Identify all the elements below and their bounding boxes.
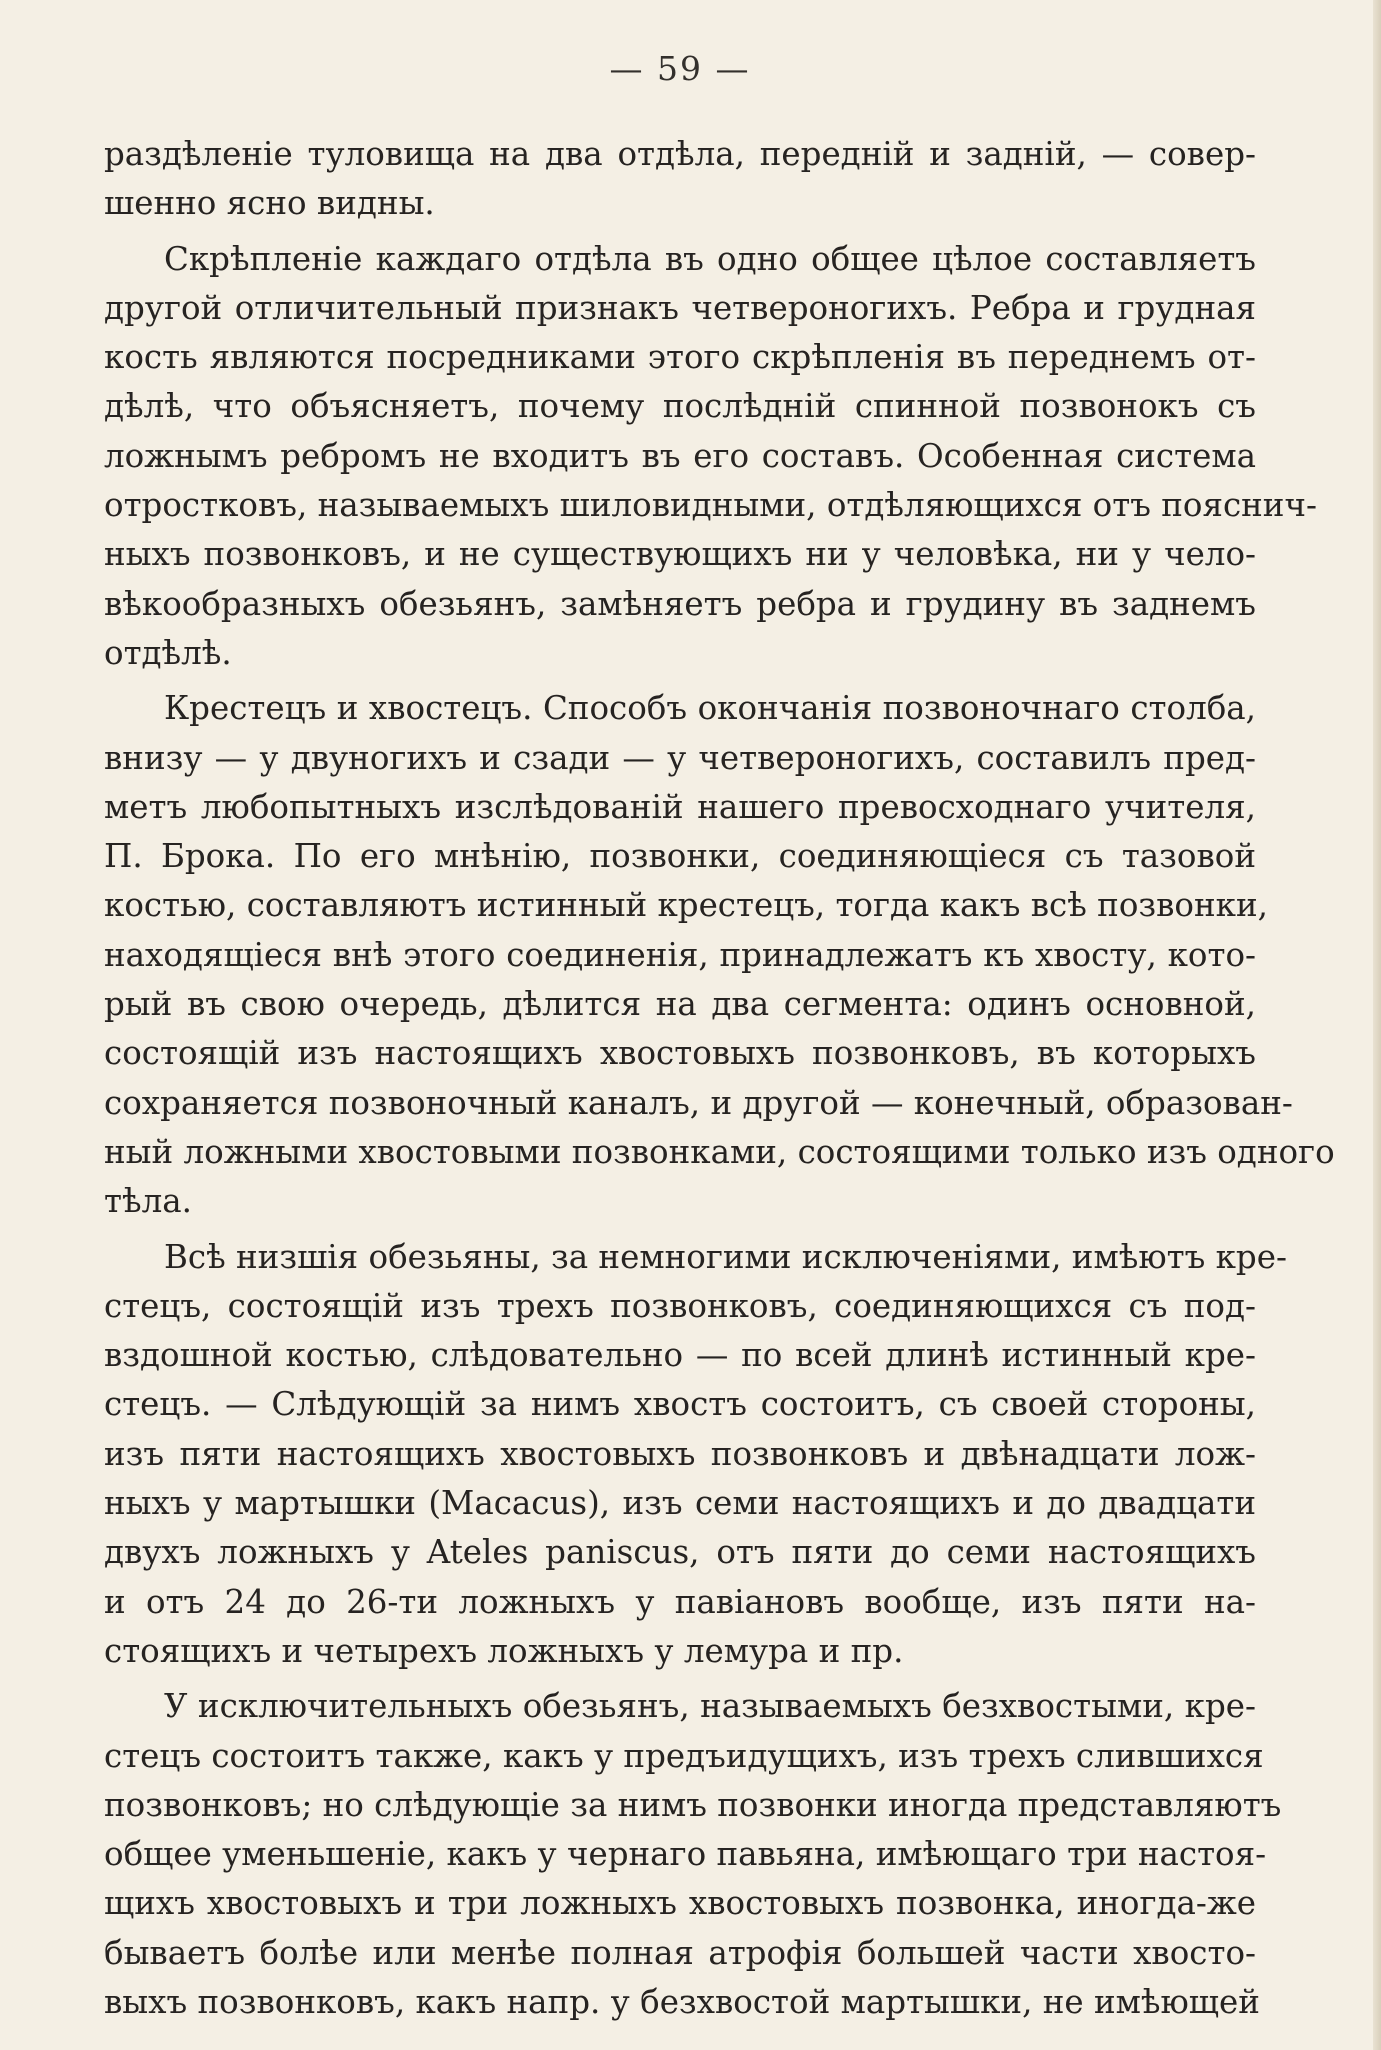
page-edge bbox=[1373, 0, 1381, 2050]
text-line: костью, составляютъ истинный крестецъ, тогда какъ всѣ позвонки, bbox=[104, 886, 1268, 925]
text-line: ный ложными хвостовыми позвонками, состоящими только изъ одного bbox=[104, 1132, 1335, 1171]
text-line: отдѣлѣ. bbox=[104, 633, 232, 672]
text-line: состоящій изъ настоящихъ хвостовыхъ позвонковъ, въ которыхъ bbox=[104, 1034, 1256, 1073]
text-line: Крестецъ и хвостецъ. Способъ окончанія позвоночнаго столба, bbox=[164, 689, 1256, 728]
paragraph bbox=[104, 235, 1317, 679]
text-line: вѣкообразныхъ обезьянъ, замѣняетъ ребра и грудину въ заднемъ bbox=[104, 584, 1256, 623]
text-line: раздѣленіе туловища на два отдѣла, передній и задній, — совер- bbox=[104, 135, 1256, 173]
paragraph bbox=[104, 1682, 1282, 2027]
text-line: другой отличительный признакъ четвероногихъ. Ребра и грудная bbox=[104, 288, 1256, 327]
text-line: стоящихъ и четырехъ ложныхъ у лемура и пр. bbox=[104, 1631, 904, 1670]
text-line: и отъ 24 до 26-ти ложныхъ у павіановъ вообще, изъ пяти на- bbox=[104, 1582, 1256, 1621]
text-line: двухъ ложныхъ у Ateles paniscus, отъ пяти до семи настоящихъ bbox=[104, 1533, 1256, 1572]
text-line: отростковъ, называемыхъ шиловидными, отдѣляющихся отъ пояснич- bbox=[104, 486, 1317, 525]
text-line: стецъ, состоящій изъ трехъ позвонковъ, соединяющихся съ под- bbox=[104, 1286, 1256, 1325]
text-line: позвонковъ; но слѣдующіе за нимъ позвонки иногда представляютъ bbox=[104, 1785, 1282, 1824]
text-line: внизу — у двуногихъ и сзади — у четвероногихъ, составилъ пред- bbox=[104, 738, 1256, 777]
paragraph bbox=[104, 1233, 1287, 1677]
text-line: П. Брока. По его мнѣнію, позвонки, соединяющіеся съ тазовой bbox=[104, 837, 1256, 876]
paragraph bbox=[104, 684, 1335, 1226]
text-line: Скрѣпленіе каждаго отдѣла въ одно общее цѣлое составляетъ bbox=[164, 239, 1256, 278]
text-line: Всѣ низшія обезьяны, за немногими исключеніями, имѣютъ кре- bbox=[164, 1237, 1287, 1276]
text-line: тѣла. bbox=[104, 1182, 192, 1221]
text-line: метъ любопытныхъ изслѣдованій нашего превосходнаго учителя, bbox=[104, 787, 1256, 826]
text-line: щихъ хвостовыхъ и три ложныхъ хвостовыхъ позвонка, иногда-же bbox=[104, 1884, 1256, 1923]
text-line: ныхъ у мартышки (Macacus), изъ семи настоящихъ и до двадцати bbox=[104, 1484, 1256, 1523]
text-line: сохраняется позвоночный каналъ, и другой — конечный, образован- bbox=[104, 1083, 1293, 1122]
text-line: стецъ состоитъ также, какъ у предъидущихъ, изъ трехъ слившихся bbox=[104, 1736, 1264, 1775]
page-number: — 59 — bbox=[609, 49, 751, 88]
text-line: ложнымъ ребромъ не входитъ въ его составъ. Особенная система bbox=[104, 436, 1256, 475]
text-line: выхъ позвонковъ, какъ напр. у безхвостой мартышки, не имѣющей bbox=[104, 1982, 1260, 2021]
text-line: вздошной костью, слѣдовательно — по всей длинѣ истинный кре- bbox=[104, 1336, 1256, 1375]
text-line: У исключительныхъ обезьянъ, называемыхъ безхвостыми, кре- bbox=[164, 1687, 1256, 1726]
text-line: бываетъ болѣе или менѣе полная атрофія большей части хвосто- bbox=[104, 1933, 1256, 1972]
text-line: рый въ свою очередь, дѣлится на два сегмента: одинъ основной, bbox=[104, 985, 1256, 1024]
text-line: стецъ. — Слѣдующій за нимъ хвостъ состоитъ, съ своей стороны, bbox=[104, 1385, 1256, 1424]
text-block bbox=[104, 44, 1335, 2027]
text-line: дѣлѣ, что объясняетъ, почему послѣдній спинной позвонокъ съ bbox=[104, 387, 1256, 426]
text-line: изъ пяти настоящихъ хвостовыхъ позвонковъ и двѣнадцати лож- bbox=[104, 1434, 1256, 1473]
paragraph bbox=[104, 130, 1256, 229]
text-line: ныхъ позвонковъ, и не существующихъ ни у человѣка, ни у чело- bbox=[104, 535, 1256, 574]
text-line: общее уменьшеніе, какъ у чернаго павьяна, имѣющаго три настоя- bbox=[104, 1835, 1267, 1874]
text-line: шенно ясно видны. bbox=[104, 184, 435, 223]
text-line: находящіеся внѣ этого соединенія, принадлежатъ къ хвосту, кото- bbox=[104, 935, 1256, 974]
text-line: кость являются посредниками этого скрѣпленія въ переднемъ от- bbox=[104, 338, 1256, 377]
